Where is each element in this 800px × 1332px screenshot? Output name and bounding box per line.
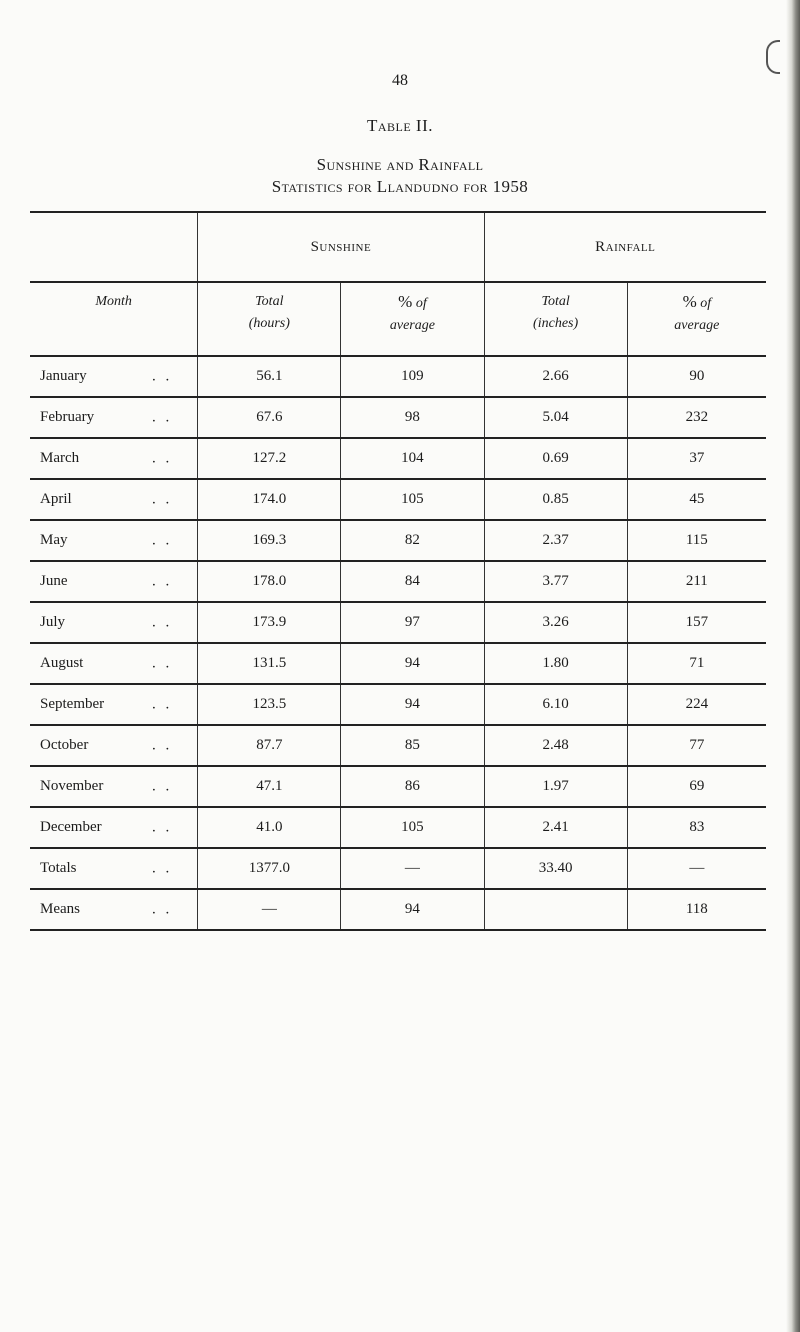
rainfall-total-unit: (inches) (533, 316, 579, 331)
month-cell (30, 438, 198, 479)
leader-dots: . . (152, 696, 173, 712)
rainfall-percent-total-cell: — (627, 848, 766, 889)
table-row (30, 725, 766, 766)
rainfall-percent-cell: 37 (627, 438, 766, 479)
month-name: August (40, 655, 84, 671)
leader-dots: . . (152, 368, 173, 384)
rainfall-percent-header (627, 282, 766, 356)
month-name: January (40, 368, 87, 384)
rainfall-inches-cell: 6.10 (484, 684, 627, 725)
sunshine-group-header: Sunshine (198, 212, 484, 282)
leader-dots: . . (152, 737, 173, 753)
sunshine-hours-cell: 56.1 (198, 356, 341, 397)
sunshine-percent-of: of (415, 296, 427, 311)
sunshine-hours-cell: 123.5 (198, 684, 341, 725)
rainfall-inches-cell: 2.41 (484, 807, 627, 848)
rainfall-inches-cell: 0.85 (484, 479, 627, 520)
sunshine-hours-cell: 47.1 (198, 766, 341, 807)
month-cell (30, 643, 198, 684)
sunshine-percent-mean-cell: 94 (341, 889, 484, 930)
sunshine-total-unit: (hours) (248, 316, 290, 331)
month-cell (30, 807, 198, 848)
statistics-table (30, 211, 766, 931)
leader-dots: . . (152, 819, 173, 835)
table-subtitle-line1: Sunshine and Rainfall (316, 155, 484, 174)
sunshine-percent-cell: 109 (341, 356, 484, 397)
rainfall-total-label: Total (541, 294, 570, 309)
table-row (30, 438, 766, 479)
sunshine-hours-mean-cell: — (198, 889, 341, 930)
leader-dots: . . (152, 655, 173, 671)
rainfall-inches-cell: 3.26 (484, 602, 627, 643)
leader-dots: . . (152, 491, 173, 507)
sunshine-hours-cell: 174.0 (198, 479, 341, 520)
month-name: September (40, 696, 105, 712)
means-label: Means (40, 901, 80, 917)
sunshine-hours-cell: 169.3 (198, 520, 341, 561)
table-row (30, 766, 766, 807)
table-row (30, 356, 766, 397)
sunshine-percent-cell: 105 (341, 479, 484, 520)
rainfall-percent-cell: 211 (627, 561, 766, 602)
table-row (30, 479, 766, 520)
page-edge-shadow (786, 0, 800, 1332)
month-cell (30, 479, 198, 520)
table-subtitle-line2: Statistics for Llandudno for 1958 (271, 177, 529, 196)
month-header-label: Month (95, 294, 132, 309)
month-cell (30, 684, 198, 725)
table-row (30, 520, 766, 561)
group-header-row (30, 212, 766, 282)
rainfall-percent-cell: 71 (627, 643, 766, 684)
sunshine-percent-cell: 97 (341, 602, 484, 643)
sunshine-hours-cell: 67.6 (198, 397, 341, 438)
month-cell (30, 397, 198, 438)
sunshine-percent-cell: 85 (341, 725, 484, 766)
sunshine-percent-cell: 105 (341, 807, 484, 848)
sunshine-percent-header (341, 282, 484, 356)
rainfall-percent-of: of (700, 296, 712, 311)
rainfall-percent-cell: 115 (627, 520, 766, 561)
leader-dots: . . (152, 860, 173, 876)
rainfall-inches-total-cell: 33.40 (484, 848, 627, 889)
sunshine-percent-symbol: % (398, 292, 413, 311)
sunshine-percent-cell: 98 (341, 397, 484, 438)
totals-label-cell (30, 848, 198, 889)
sunshine-hours-cell: 41.0 (198, 807, 341, 848)
sunshine-hours-cell: 127.2 (198, 438, 341, 479)
month-name: November (40, 778, 104, 794)
leader-dots: . . (152, 409, 173, 425)
rainfall-inches-cell: 3.77 (484, 561, 627, 602)
sunshine-hours-cell: 131.5 (198, 643, 341, 684)
sunshine-percent-cell: 94 (341, 643, 484, 684)
leader-dots: . . (152, 573, 173, 589)
month-name: July (40, 614, 66, 630)
page-number: 48 (392, 72, 408, 89)
month-name: June (40, 573, 68, 589)
rainfall-percent-cell: 77 (627, 725, 766, 766)
sunshine-percent-cell: 86 (341, 766, 484, 807)
month-cell (30, 520, 198, 561)
rainfall-inches-cell: 0.69 (484, 438, 627, 479)
sunshine-percent-total-cell: — (341, 848, 484, 889)
totals-row (30, 848, 766, 889)
month-cell (30, 725, 198, 766)
leader-dots: . . (152, 450, 173, 466)
rainfall-percent-cell: 45 (627, 479, 766, 520)
rainfall-percent-label: average (674, 318, 720, 333)
month-name: February (40, 409, 95, 425)
sunshine-percent-cell: 84 (341, 561, 484, 602)
month-cell (30, 602, 198, 643)
table-row (30, 684, 766, 725)
rainfall-inches-cell: 1.80 (484, 643, 627, 684)
rainfall-inches-cell: 2.66 (484, 356, 627, 397)
month-cell (30, 561, 198, 602)
rainfall-percent-cell: 224 (627, 684, 766, 725)
month-name: May (40, 532, 68, 548)
leader-dots: . . (152, 532, 173, 548)
table-title: Table II. (366, 116, 434, 135)
binding-mark (766, 40, 780, 74)
sunshine-percent-cell: 104 (341, 438, 484, 479)
sunshine-hours-cell: 173.9 (198, 602, 341, 643)
rainfall-inches-cell: 2.48 (484, 725, 627, 766)
table-row (30, 397, 766, 438)
month-name: March (40, 450, 80, 466)
blank-header-cell (30, 212, 198, 282)
month-name: April (40, 491, 72, 507)
rainfall-group-header: Rainfall (484, 212, 766, 282)
leader-dots: . . (152, 778, 173, 794)
means-row (30, 889, 766, 930)
means-label-cell (30, 889, 198, 930)
table-row (30, 561, 766, 602)
rainfall-inches-cell: 2.37 (484, 520, 627, 561)
totals-label: Totals (40, 860, 77, 876)
leader-dots: . . (152, 901, 173, 917)
rainfall-percent-cell: 157 (627, 602, 766, 643)
rainfall-inches-mean-cell (484, 889, 627, 930)
column-header-row (30, 282, 766, 356)
rainfall-percent-cell: 83 (627, 807, 766, 848)
month-cell (30, 356, 198, 397)
rainfall-percent-cell: 90 (627, 356, 766, 397)
rainfall-percent-mean-cell: 118 (627, 889, 766, 930)
rainfall-inches-cell: 1.97 (484, 766, 627, 807)
table-row (30, 643, 766, 684)
month-name: October (40, 737, 89, 753)
leader-dots: . . (152, 614, 173, 630)
sunshine-total-label: Total (255, 294, 284, 309)
rainfall-total-header (484, 282, 627, 356)
month-column-header (30, 282, 198, 356)
rainfall-inches-cell: 5.04 (484, 397, 627, 438)
rainfall-percent-cell: 232 (627, 397, 766, 438)
sunshine-percent-cell: 94 (341, 684, 484, 725)
table-row (30, 602, 766, 643)
table-row (30, 807, 766, 848)
rainfall-percent-symbol: % (682, 292, 697, 311)
sunshine-total-header (198, 282, 341, 356)
sunshine-percent-cell: 82 (341, 520, 484, 561)
rainfall-percent-cell: 69 (627, 766, 766, 807)
sunshine-hours-cell: 87.7 (198, 725, 341, 766)
sunshine-hours-total-cell: 1377.0 (198, 848, 341, 889)
month-cell (30, 766, 198, 807)
sunshine-hours-cell: 178.0 (198, 561, 341, 602)
month-name: December (40, 819, 102, 835)
sunshine-percent-label: average (389, 318, 435, 333)
